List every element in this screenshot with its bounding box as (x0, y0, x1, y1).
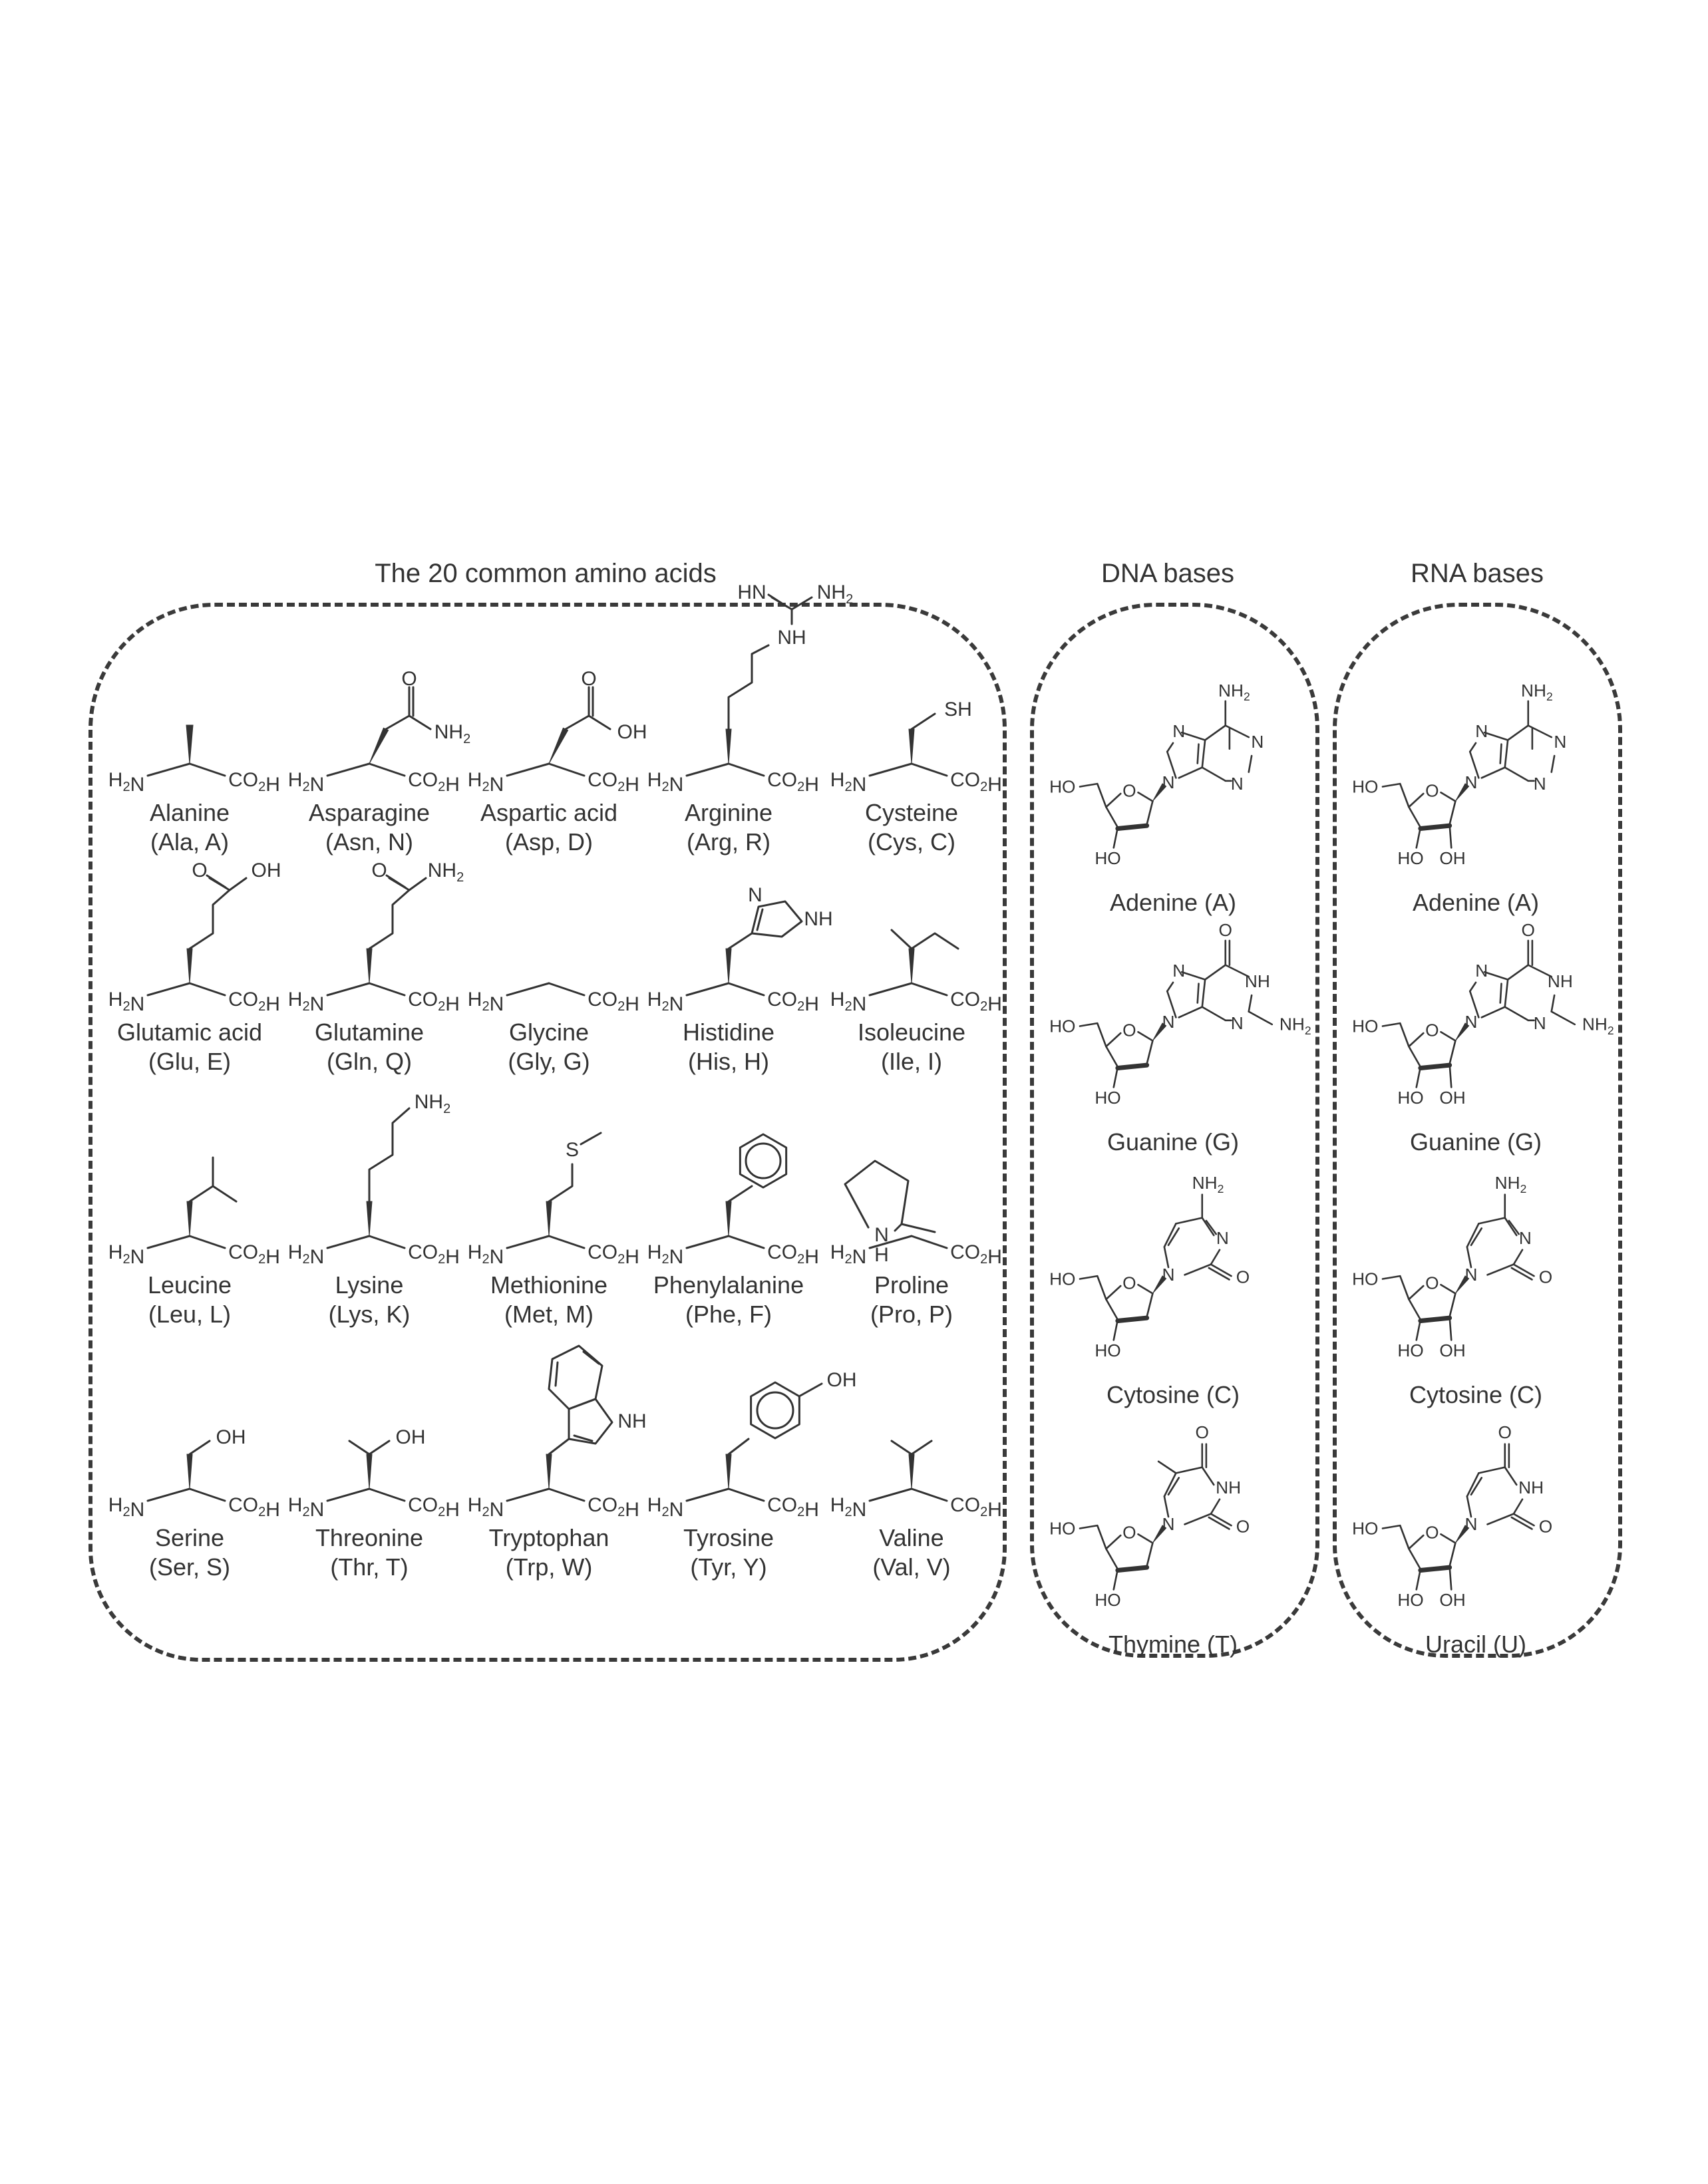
hydroxyl-2prime-label: OH (1439, 848, 1466, 868)
ring-hydrogen-label: H (874, 1244, 889, 1266)
nh2-label: $NH_2$ (816, 581, 854, 607)
n3-label: NH (1216, 1478, 1242, 1497)
hydroxyl-5prime-label: HO (1352, 776, 1379, 797)
structure-drawing (279, 1344, 459, 1523)
ring-oxygen-label: O (1425, 1020, 1439, 1040)
amino-acid-abbreviation: (Thr, T) (330, 1553, 409, 1581)
n1-label: N (1464, 1514, 1478, 1535)
amino-acid-name: Asparagine (308, 799, 430, 826)
nucleoside-label: Adenine (A) (1412, 889, 1540, 916)
hydroxyl-3prime-label: HO (1095, 848, 1121, 868)
carboxyl-group: $CO_2H$ (767, 1494, 819, 1521)
amino-acid-name: Serine (154, 1524, 225, 1551)
n7-label: N (1172, 961, 1186, 981)
side-group-label: $NH_2$ (427, 859, 464, 885)
amino-acid-name: Alanine (149, 799, 230, 826)
hydroxyl-5prime-label: HO (1352, 1269, 1379, 1289)
ring-oxygen-label: O (1425, 780, 1439, 801)
n3-label: N (1533, 1013, 1546, 1033)
amine-label: $NH_2$ (414, 1091, 451, 1116)
amino-acid-name: Tryptophan (488, 1524, 609, 1551)
structure-drawing (100, 838, 279, 1018)
n3-label: N (1230, 773, 1244, 794)
n1-label: N (1251, 731, 1264, 752)
carbonyl-label: O (1521, 919, 1535, 940)
ring-oxygen-label: O (1122, 1273, 1136, 1293)
amino-acid-glycine (459, 838, 639, 1076)
n3-label: N (1216, 1228, 1229, 1248)
nucleoside-drawing (1033, 615, 1313, 888)
nucleoside-label: Cytosine (C) (1106, 1381, 1240, 1408)
carboxyl-group: $CO_2H$ (950, 1494, 1002, 1521)
oxygen-label: O (581, 668, 597, 690)
amino-acid-name: Leucine (147, 1271, 232, 1299)
amino-acid-abbreviation: (Phe, F) (685, 1301, 772, 1328)
amine-group: $H_2N$ (108, 1494, 145, 1521)
amino-acid-abbreviation: (Trp, W) (505, 1553, 593, 1581)
amino-label: $NH_2$ (1192, 1172, 1224, 1195)
nucleoside-label: Thymine (T) (1108, 1631, 1238, 1658)
n1-label: NH (1547, 971, 1573, 991)
amino-acid-abbreviation: (Pro, P) (870, 1301, 953, 1328)
carboxyl-group: $CO_2H$ (950, 769, 1002, 796)
carboxyl-group: $CO_2H$ (950, 989, 1002, 1015)
dna-bases-heading: DNA bases (1101, 559, 1235, 588)
carboxyl-group: $CO_2H$ (588, 1494, 639, 1521)
n1-label: N (1554, 731, 1567, 752)
carboxyl-group: $CO_2H$ (408, 989, 460, 1015)
n7-label: N (1475, 961, 1488, 981)
structure-drawing (459, 1091, 639, 1271)
hydroxyl-5prime-label: HO (1352, 1016, 1379, 1036)
amino-acid-abbreviation: (Ile, I) (880, 1048, 942, 1075)
hydroxyl-label: OH (395, 1426, 426, 1448)
nh-label: NH (777, 627, 806, 649)
amino-acid-name: Glutamic acid (116, 1018, 263, 1046)
nucleoside-label: Adenine (A) (1109, 889, 1237, 916)
amino-acid-isoleucine (822, 838, 1001, 1076)
amino-acid-abbreviation: (Lys, K) (328, 1301, 411, 1328)
n3-label: N (1230, 1013, 1244, 1033)
imidazole-n-label: N (748, 884, 763, 906)
amino-acid-name: Glutamine (314, 1018, 425, 1046)
oxygen-label: O (192, 859, 208, 881)
sulfur-label: S (565, 1139, 580, 1161)
hydroxyl-5prime-label: HO (1352, 1518, 1379, 1539)
carboxyl-group: $CO_2H$ (408, 769, 460, 796)
structure-drawing (639, 1091, 818, 1271)
carbonyl-2-label: O (1538, 1267, 1553, 1287)
carbonyl-2-label: O (1236, 1267, 1250, 1287)
amino-acid-tyrosine (639, 1344, 857, 1582)
carbonyl-4-label: O (1498, 1422, 1512, 1442)
amino-acid-glutamine (279, 838, 464, 1076)
hydroxyl-label: OH (216, 1426, 246, 1448)
ring-oxygen-label: O (1122, 1020, 1136, 1040)
amine-group: $H_2N$ (830, 1494, 867, 1521)
n3-label: N (1533, 773, 1546, 794)
nucleoside-drawing (1336, 855, 1616, 1128)
carboxyl-group: $CO_2H$ (228, 769, 280, 796)
carboxyl-group: $CO_2H$ (588, 769, 639, 796)
hydroxyl-5prime-label: HO (1049, 1518, 1076, 1539)
carboxyl-group: $CO_2H$ (408, 1494, 460, 1521)
amino-acid-name: Histidine (682, 1018, 775, 1046)
amino-acid-methionine (459, 1091, 639, 1329)
amino-acid-abbreviation: (Met, M) (504, 1301, 594, 1328)
nucleoside-drawing (1033, 1108, 1313, 1380)
structure-drawing (459, 619, 647, 798)
amino-acid-name: Phenylalanine (653, 1271, 804, 1299)
rna-base-uracil (1336, 1357, 1616, 1659)
carboxyl-group: $CO_2H$ (767, 989, 819, 1015)
amine-group: $H_2N$ (287, 769, 325, 796)
amino-acid-abbreviation: (Cys, C) (868, 828, 955, 856)
rna-bases-heading: RNA bases (1410, 559, 1544, 588)
hydroxyl-5prime-label: HO (1049, 776, 1076, 797)
hydroxyl-5prime-label: HO (1049, 1016, 1076, 1036)
structure-drawing (822, 1344, 1001, 1523)
n9-label: N (1464, 772, 1478, 793)
amino-acid-cysteine (822, 619, 1001, 857)
amino-acid-name: Proline (874, 1271, 949, 1299)
amino-acid-abbreviation: (Ser, S) (148, 1553, 231, 1581)
amino-acid-name: Aspartic acid (480, 799, 618, 826)
structure-drawing (459, 1344, 647, 1523)
ring-nitrogen-label: N (874, 1224, 889, 1246)
structure-drawing (100, 1344, 279, 1523)
nucleoside-drawing (1336, 1108, 1616, 1380)
structure-drawing (822, 619, 1001, 798)
carboxyl-group: $CO_2H$ (228, 1241, 280, 1268)
amino-acid-glutamic-acid (100, 838, 279, 1076)
carboxyl-group: $CO_2H$ (767, 769, 819, 796)
carboxyl-group: $CO_2H$ (588, 989, 639, 1015)
amine-group: $H_2N$ (287, 1241, 325, 1268)
amino-acid-abbreviation: (Arg, R) (687, 828, 770, 856)
ring-oxygen-label: O (1122, 1522, 1136, 1543)
ring-oxygen-label: O (1425, 1273, 1439, 1293)
amine-group: $H_2N$ (467, 769, 504, 796)
amino-acid-name: Methionine (490, 1271, 608, 1299)
structure-drawing (279, 1091, 459, 1271)
amino-label: $NH_2$ (1218, 680, 1250, 703)
amino-acid-abbreviation: (Ala, A) (150, 828, 230, 856)
amine-group: $H_2N$ (287, 989, 325, 1015)
amine-group: $H_2N$ (467, 1494, 504, 1521)
amino-acid-name: Tyrosine (683, 1524, 774, 1551)
n9-label: N (1162, 772, 1175, 793)
side-group-label: $NH_2$ (434, 721, 471, 746)
amino-acid-abbreviation: (Leu, L) (148, 1301, 232, 1328)
carboxyl-group: $CO_2H$ (228, 1494, 280, 1521)
nucleoside-drawing (1033, 1357, 1313, 1630)
nucleoside-label: Uracil (U) (1425, 1631, 1526, 1658)
ring-oxygen-label: O (1425, 1522, 1439, 1543)
amino-acid-name: Cysteine (864, 799, 959, 826)
n1-label: N (1464, 1265, 1478, 1285)
oxygen-label: O (401, 668, 417, 690)
amino-acid-valine (822, 1344, 1001, 1582)
amino-acid-name: Isoleucine (857, 1018, 966, 1046)
amino-acid-abbreviation: (Gln, Q) (326, 1048, 412, 1075)
hydroxyl-3prime-label: HO (1397, 1340, 1424, 1360)
hydroxyl-3prime-label: HO (1095, 1589, 1121, 1610)
amine-group: $H_2N$ (467, 1241, 504, 1268)
amino-2-label: $NH_2$ (1582, 1014, 1614, 1037)
hn-label: HN (737, 581, 767, 603)
carboxyl-group: $CO_2H$ (950, 1241, 1002, 1268)
amino-acid-name: Glycine (508, 1018, 590, 1046)
dna-base-thymine (1033, 1357, 1313, 1659)
oxygen-label: O (371, 859, 387, 881)
structure-drawing (639, 838, 833, 1018)
side-group-label: OH (251, 859, 281, 881)
nucleoside-label: Guanine (G) (1107, 1128, 1240, 1156)
structure-drawing (639, 581, 854, 798)
imidazole-nh-label: NH (804, 908, 833, 930)
nucleoside-drawing (1336, 615, 1616, 888)
amino-acid-threonine (279, 1344, 459, 1582)
structure-drawing (100, 619, 279, 798)
amine-group: $H_2N$ (647, 989, 684, 1015)
amine-group: $H_2N$ (647, 1241, 684, 1268)
amino-acid-leucine (100, 1091, 279, 1329)
amine-group: $H_2N$ (108, 1241, 145, 1268)
amino-label: $NH_2$ (1521, 680, 1553, 703)
n7-label: N (1475, 721, 1488, 742)
n3-label: N (1518, 1228, 1532, 1248)
n3-label: NH (1518, 1478, 1544, 1497)
n7-label: N (1172, 721, 1186, 742)
amino-acid-aspartic-acid (459, 619, 647, 857)
hydroxyl-5prime-label: HO (1049, 1269, 1076, 1289)
amino-2-label: $NH_2$ (1279, 1014, 1311, 1037)
carboxyl-group: $CO_2H$ (588, 1241, 639, 1268)
amine-group: $H_2N$ (108, 989, 145, 1015)
amino-acid-abbreviation: (Asn, N) (325, 828, 413, 856)
nucleoside-label: Cytosine (C) (1409, 1381, 1543, 1408)
amine-group: $H_2N$ (830, 769, 867, 796)
n9-label: N (1162, 1012, 1175, 1032)
hydroxyl-2prime-label: OH (1439, 1589, 1466, 1610)
nucleoside-drawing (1033, 855, 1313, 1128)
structure-drawing (459, 838, 639, 1018)
amine-group: $H_2N$ (647, 1494, 684, 1521)
carbonyl-4-label: O (1195, 1422, 1209, 1442)
n1-label: N (1162, 1265, 1175, 1285)
side-group-label: OH (617, 721, 647, 743)
amine-group: $H_2N$ (647, 769, 684, 796)
hydroxyl-3prime-label: HO (1397, 848, 1424, 868)
structure-drawing (100, 1091, 279, 1271)
nucleoside-label: Guanine (G) (1409, 1128, 1542, 1156)
amine-group: $H_2N$ (830, 1241, 867, 1268)
amino-acid-name: Valine (879, 1524, 944, 1551)
amino-acid-histidine (639, 838, 833, 1076)
amino-acid-proline (822, 1091, 1001, 1329)
indole-nh-label: NH (617, 1410, 647, 1432)
amino-label: $NH_2$ (1494, 1172, 1527, 1195)
thiol-label: SH (944, 699, 972, 720)
amino-acid-alanine (100, 619, 279, 857)
ring-oxygen-label: O (1122, 780, 1136, 801)
hydroxyl-3prime-label: HO (1397, 1087, 1424, 1108)
carbonyl-label: O (1218, 919, 1232, 940)
amino-acid-abbreviation: (Asp, D) (504, 828, 593, 856)
amino-acid-phenylalanine (639, 1091, 818, 1329)
amine-group: $H_2N$ (287, 1494, 325, 1521)
amino-acids-heading: The 20 common amino acids (375, 559, 717, 588)
amino-acid-name: Threonine (315, 1524, 424, 1551)
amino-acid-abbreviation: (His, H) (688, 1048, 769, 1075)
structure-drawing (822, 1091, 1001, 1271)
amino-acid-name: Arginine (684, 799, 773, 826)
amino-acid-serine (100, 1344, 279, 1582)
hydroxyl-3prime-label: HO (1095, 1087, 1121, 1108)
carboxyl-group: $CO_2H$ (767, 1241, 819, 1268)
n1-label: NH (1244, 971, 1270, 991)
carbonyl-2-label: O (1538, 1516, 1553, 1537)
structure-drawing (279, 838, 464, 1018)
nucleoside-drawing (1336, 1357, 1616, 1630)
amino-acid-abbreviation: (Glu, E) (148, 1048, 231, 1075)
amino-acid-abbreviation: (Gly, G) (508, 1048, 590, 1075)
amino-acid-abbreviation: (Tyr, Y) (690, 1553, 767, 1581)
amine-group: $H_2N$ (467, 989, 504, 1015)
amino-acid-abbreviation: (Val, V) (872, 1553, 951, 1581)
structure-drawing (279, 619, 471, 798)
hydroxyl-3prime-label: HO (1095, 1340, 1121, 1360)
amino-acid-tryptophan (459, 1344, 647, 1582)
amine-group: $H_2N$ (830, 989, 867, 1015)
structure-drawing (639, 1344, 857, 1523)
carboxyl-group: $CO_2H$ (408, 1241, 460, 1268)
amino-acid-lysine (279, 1091, 459, 1329)
amino-acid-asparagine (279, 619, 471, 857)
hydroxyl-3prime-label: HO (1397, 1589, 1424, 1610)
amine-group: $H_2N$ (108, 769, 145, 796)
structure-drawing (822, 838, 1001, 1018)
hydroxyl-label: OH (826, 1369, 857, 1391)
n9-label: N (1464, 1012, 1478, 1032)
hydroxyl-2prime-label: OH (1439, 1340, 1466, 1360)
n1-label: N (1162, 1514, 1175, 1535)
hydroxyl-2prime-label: OH (1439, 1087, 1466, 1108)
carbonyl-2-label: O (1236, 1516, 1250, 1537)
carboxyl-group: $CO_2H$ (228, 989, 280, 1015)
amino-acid-arginine (639, 581, 854, 857)
amino-acid-name: Lysine (335, 1271, 404, 1299)
